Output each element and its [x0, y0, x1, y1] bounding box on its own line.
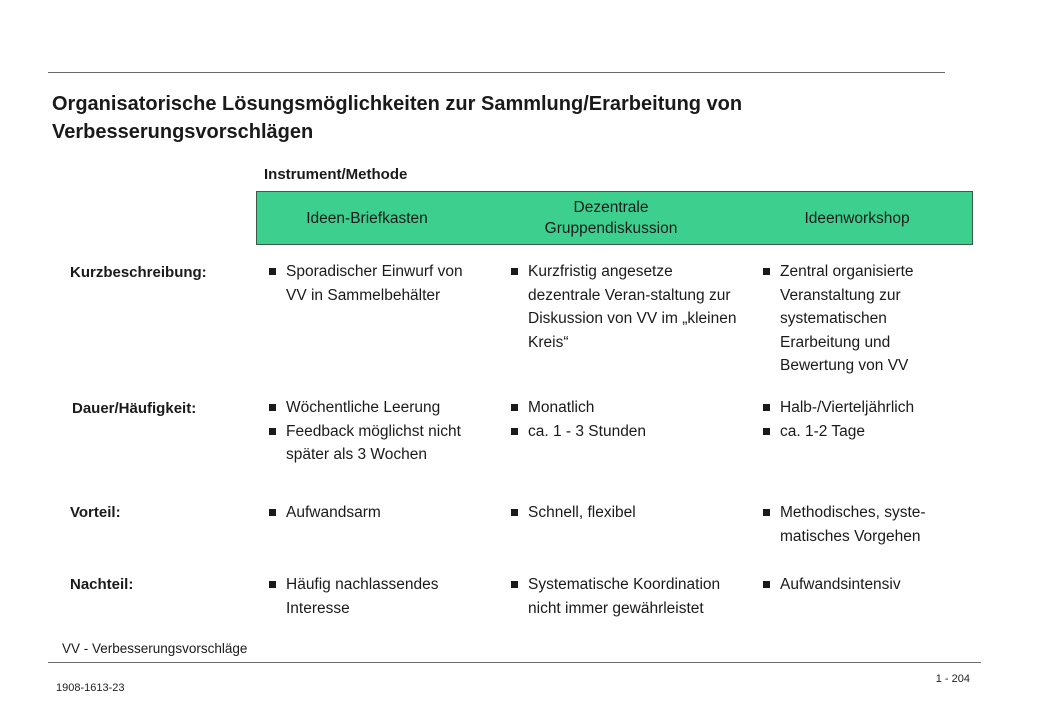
cell-dauer-ideenworkshop	[762, 396, 982, 443]
square-bullet-icon	[269, 581, 276, 588]
list-item: Kurzfristig angesetze dezentrale Veran-staltung zur Diskussion von VV im „kleinen Kreis“	[510, 260, 746, 354]
square-bullet-icon	[763, 581, 770, 588]
list-item: ca. 1 - 3 Stunden	[510, 420, 746, 444]
square-bullet-icon	[511, 428, 518, 435]
row-label-kurzbeschreibung: Kurzbeschreibung:	[70, 264, 207, 281]
cell-kurzbeschreibung-gruppendiskussion	[510, 260, 746, 354]
square-bullet-icon	[269, 509, 276, 516]
cell-vorteil-briefkasten	[268, 501, 504, 525]
cell-kurzbeschreibung-briefkasten	[268, 260, 504, 307]
column-header-ideen-briefkasten: Ideen-Briefkasten	[306, 209, 428, 227]
row-label-vorteil: Vorteil:	[70, 504, 121, 521]
list-item: Zentral organisierte Veranstaltung zur systematischen Erarbeitung und Bewertung von VV	[762, 260, 982, 378]
page-number: 1 - 204	[935, 673, 970, 685]
cell-nachteil-gruppendiskussion	[510, 573, 746, 620]
square-bullet-icon	[763, 428, 770, 435]
list-item: Schnell, flexibel	[510, 501, 746, 525]
cell-dauer-gruppendiskussion	[510, 396, 746, 443]
top-divider	[48, 72, 945, 73]
list-item: Methodisches, syste-matisches Vorgehen	[762, 501, 982, 548]
list-item: Wöchentliche Leerung	[268, 396, 504, 420]
cell-nachteil-briefkasten	[268, 573, 504, 620]
square-bullet-icon	[763, 404, 770, 411]
square-bullet-icon	[511, 404, 518, 411]
row-label-dauer-haeufigkeit: Dauer/Häufigkeit:	[72, 400, 197, 417]
square-bullet-icon	[269, 404, 276, 411]
column-header-gruppendiskussion	[511, 192, 711, 244]
square-bullet-icon	[763, 509, 770, 516]
square-bullet-icon	[511, 509, 518, 516]
column-header-ideenworkshop: Ideenworkshop	[804, 209, 910, 227]
list-item: Halb-/Vierteljährlich	[762, 396, 982, 420]
group-label: Instrument/Methode	[264, 166, 408, 183]
square-bullet-icon	[511, 581, 518, 588]
list-item: Aufwandsarm	[268, 501, 504, 525]
column-header-label: Dezentrale Gruppendiskussion	[544, 199, 678, 237]
cell-vorteil-gruppendiskussion	[510, 501, 746, 525]
list-item: Feedback möglichst nicht später als 3 Wochen	[268, 420, 504, 467]
cell-dauer-briefkasten	[268, 396, 504, 467]
cell-nachteil-ideenworkshop	[762, 573, 982, 597]
list-item: Systematische Koordination nicht immer gewährleistet	[510, 573, 746, 620]
cell-vorteil-ideenworkshop	[762, 501, 982, 548]
square-bullet-icon	[269, 428, 276, 435]
list-item: Monatlich	[510, 396, 746, 420]
cell-kurzbeschreibung-ideenworkshop	[762, 260, 982, 378]
list-item: Aufwandsintensiv	[762, 573, 982, 597]
square-bullet-icon	[763, 268, 770, 275]
document-id: 1908-1613-23	[56, 682, 125, 694]
slide-title: Organisatorische Lösungsmöglichkeiten zur Sammlung/Erarbeitung von Verbesserungsvorschlägen	[52, 93, 743, 143]
square-bullet-icon	[269, 268, 276, 275]
square-bullet-icon	[511, 268, 518, 275]
bottom-divider	[48, 662, 981, 663]
footnote: VV - Verbesserungsvorschläge	[62, 641, 248, 656]
column-header-bar	[256, 191, 973, 245]
row-label-nachteil: Nachteil:	[70, 576, 134, 593]
list-item: Häufig nachlassendes Interesse	[268, 573, 504, 620]
list-item: Sporadischer Einwurf von VV in Sammelbehälter	[268, 260, 504, 307]
list-item: ca. 1-2 Tage	[762, 420, 982, 444]
